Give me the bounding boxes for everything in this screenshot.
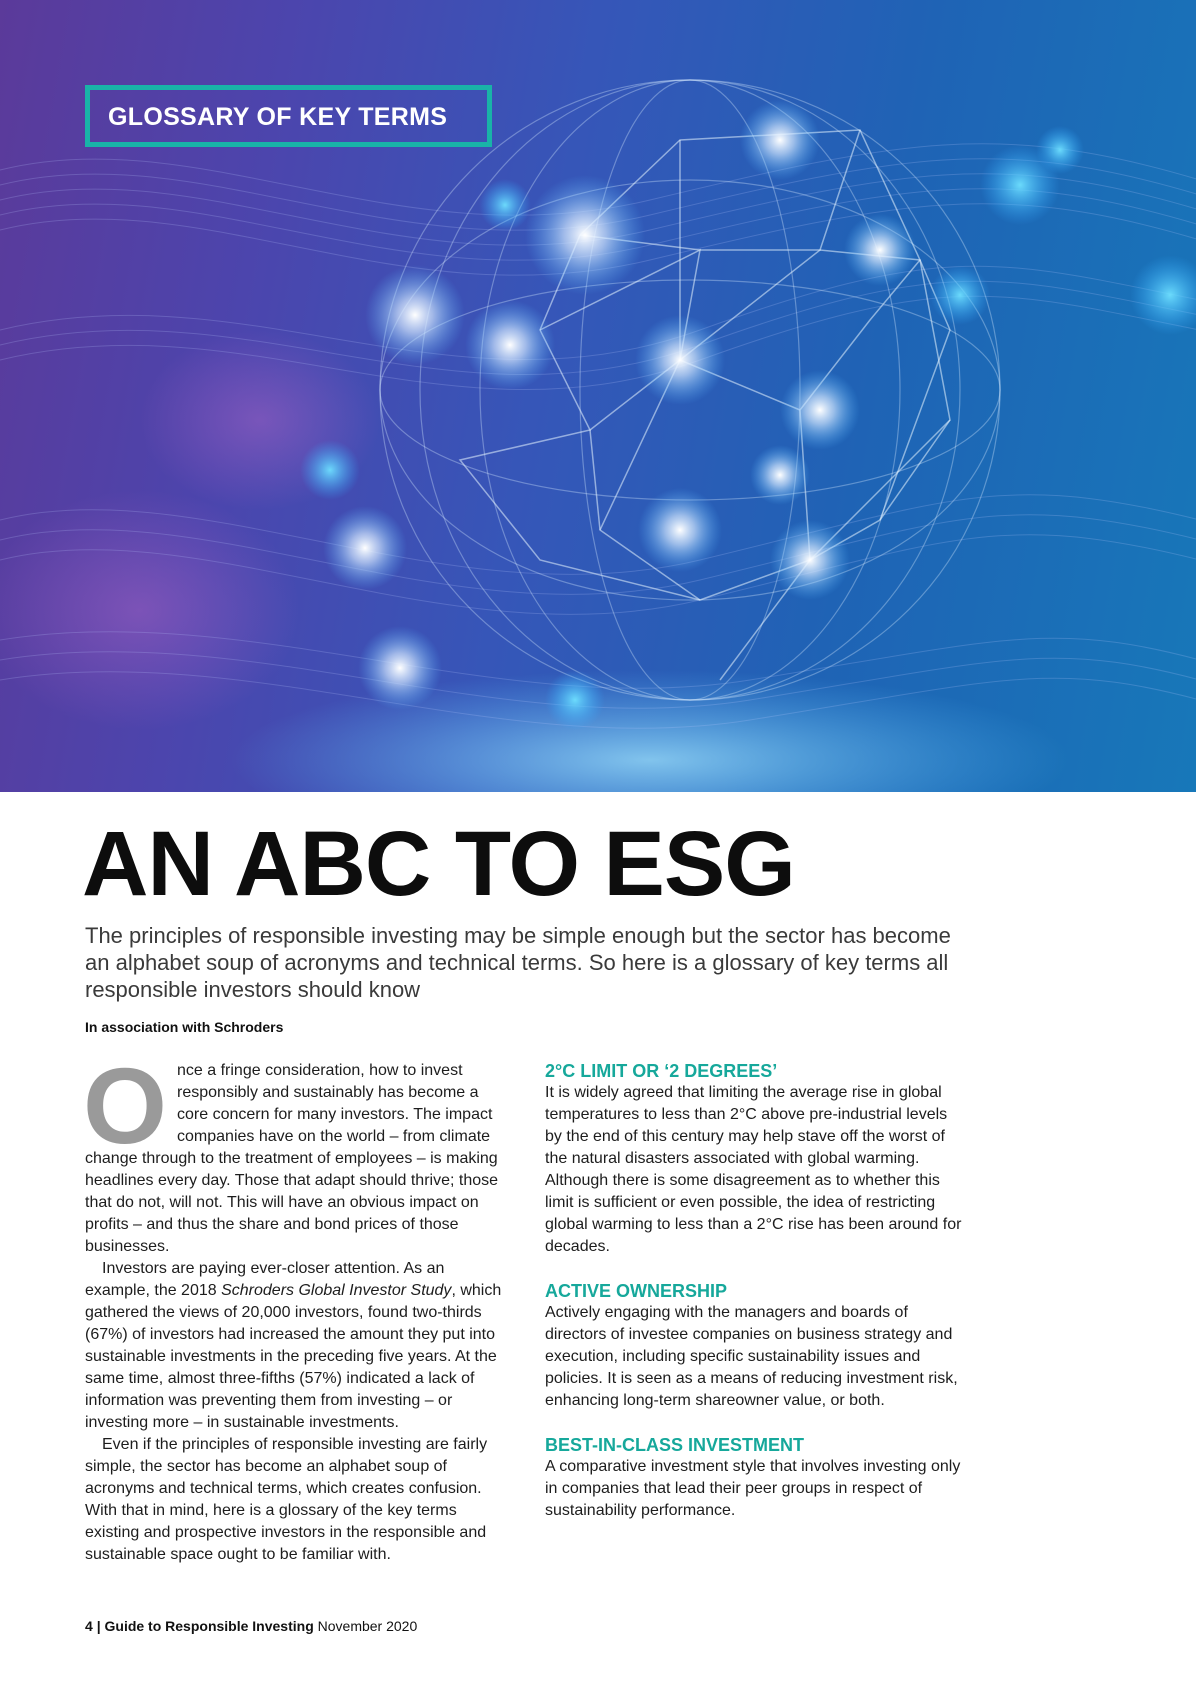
- study-title: Schroders Global Investor Study: [221, 1282, 452, 1299]
- intro-text: nce a fringe consideration, how to invest responsibly and sustainably has become a core concern for many investors. The impact companies have on the world – from climate change through to the treatment of employees – is making headlines every day. Those that adapt should thrive; those that do not, will not. This will have an obvious impact on profits – and thus the share and bond prices of those businesses.: [85, 1062, 499, 1255]
- page-title: AN ABC TO ESG: [82, 813, 795, 915]
- drop-cap: O: [83, 1045, 168, 1166]
- glossary-definition: A comparative investment style that involves investing only in companies that lead their peer groups in respect of sustainability performance.: [545, 1458, 961, 1519]
- page-footer: [85, 1618, 417, 1634]
- glossary-term: ACTIVE OWNERSHIP: [545, 1281, 728, 1301]
- intro-column: [83, 1045, 503, 1566]
- para2-text-a: Investors are paying ever-closer attention. As an example, the 2018: [85, 1260, 445, 1299]
- glossary-column: [545, 1060, 965, 1522]
- sponsor-line: In association with Schroders: [85, 1019, 284, 1035]
- standfirst: The principles of responsible investing may be simple enough but the sector has become an alphabet soup of acronyms and technical terms. So here is a glossary of key terms all responsible investors should know: [85, 923, 951, 1002]
- footer-separator: |: [96, 1618, 101, 1634]
- glossary-term: BEST-IN-CLASS INVESTMENT: [545, 1435, 805, 1455]
- para2-text-b: , which gathered the views of 20,000 investors, found two-thirds (67%) of investors had increased the amount they put into sustainable investments in the preceding five years. At the same time, almost three-fifths (57%) indicated a lack of information was preventing them from investing – or investing more – in sustainable investments.: [85, 1282, 502, 1431]
- glossary-term: 2°C LIMIT OR ‘2 DEGREES’: [545, 1061, 778, 1081]
- glossary-entry: [545, 1280, 965, 1412]
- issue-date: November 2020: [317, 1618, 418, 1634]
- page-number: 4: [85, 1618, 93, 1634]
- body-paragraph-3: Even if the principles of responsible investing are fairly simple, the sector has become an alphabet soup of acronyms and technical terms, which creates confusion. With that in mind, here is a glossary of the key terms existing and prospective investors in the responsible and sustainable space ought to be familiar with.: [85, 1436, 488, 1563]
- glossary-definition: Actively engaging with the managers and boards of directors of investee companies on business strategy and execution, including specific sustainability issues and policies. It is seen as a means of reducing investment risk, enhancing long-term shareowner value, or both.: [545, 1304, 958, 1409]
- body-paragraph-2: [85, 1258, 503, 1434]
- hero-edge-line: [1196, 0, 1200, 792]
- glossary-entry: [545, 1434, 965, 1522]
- publication-name: Guide to Responsible Investing: [104, 1618, 314, 1634]
- glossary-definition: It is widely agreed that limiting the average rise in global temperatures to less than 2°C above pre-industrial levels by the end of this century may help stave off the worst of the natural disasters associated with global warming. Although there is some disagreement as to whether this limit is sufficient or even possible, the idea of restricting global warming to less than a 2°C rise has been around for decades.: [545, 1084, 962, 1255]
- glossary-entry: [545, 1060, 965, 1258]
- intro-paragraph: [83, 1045, 503, 1258]
- section-tag: GLOSSARY OF KEY TERMS: [108, 103, 448, 131]
